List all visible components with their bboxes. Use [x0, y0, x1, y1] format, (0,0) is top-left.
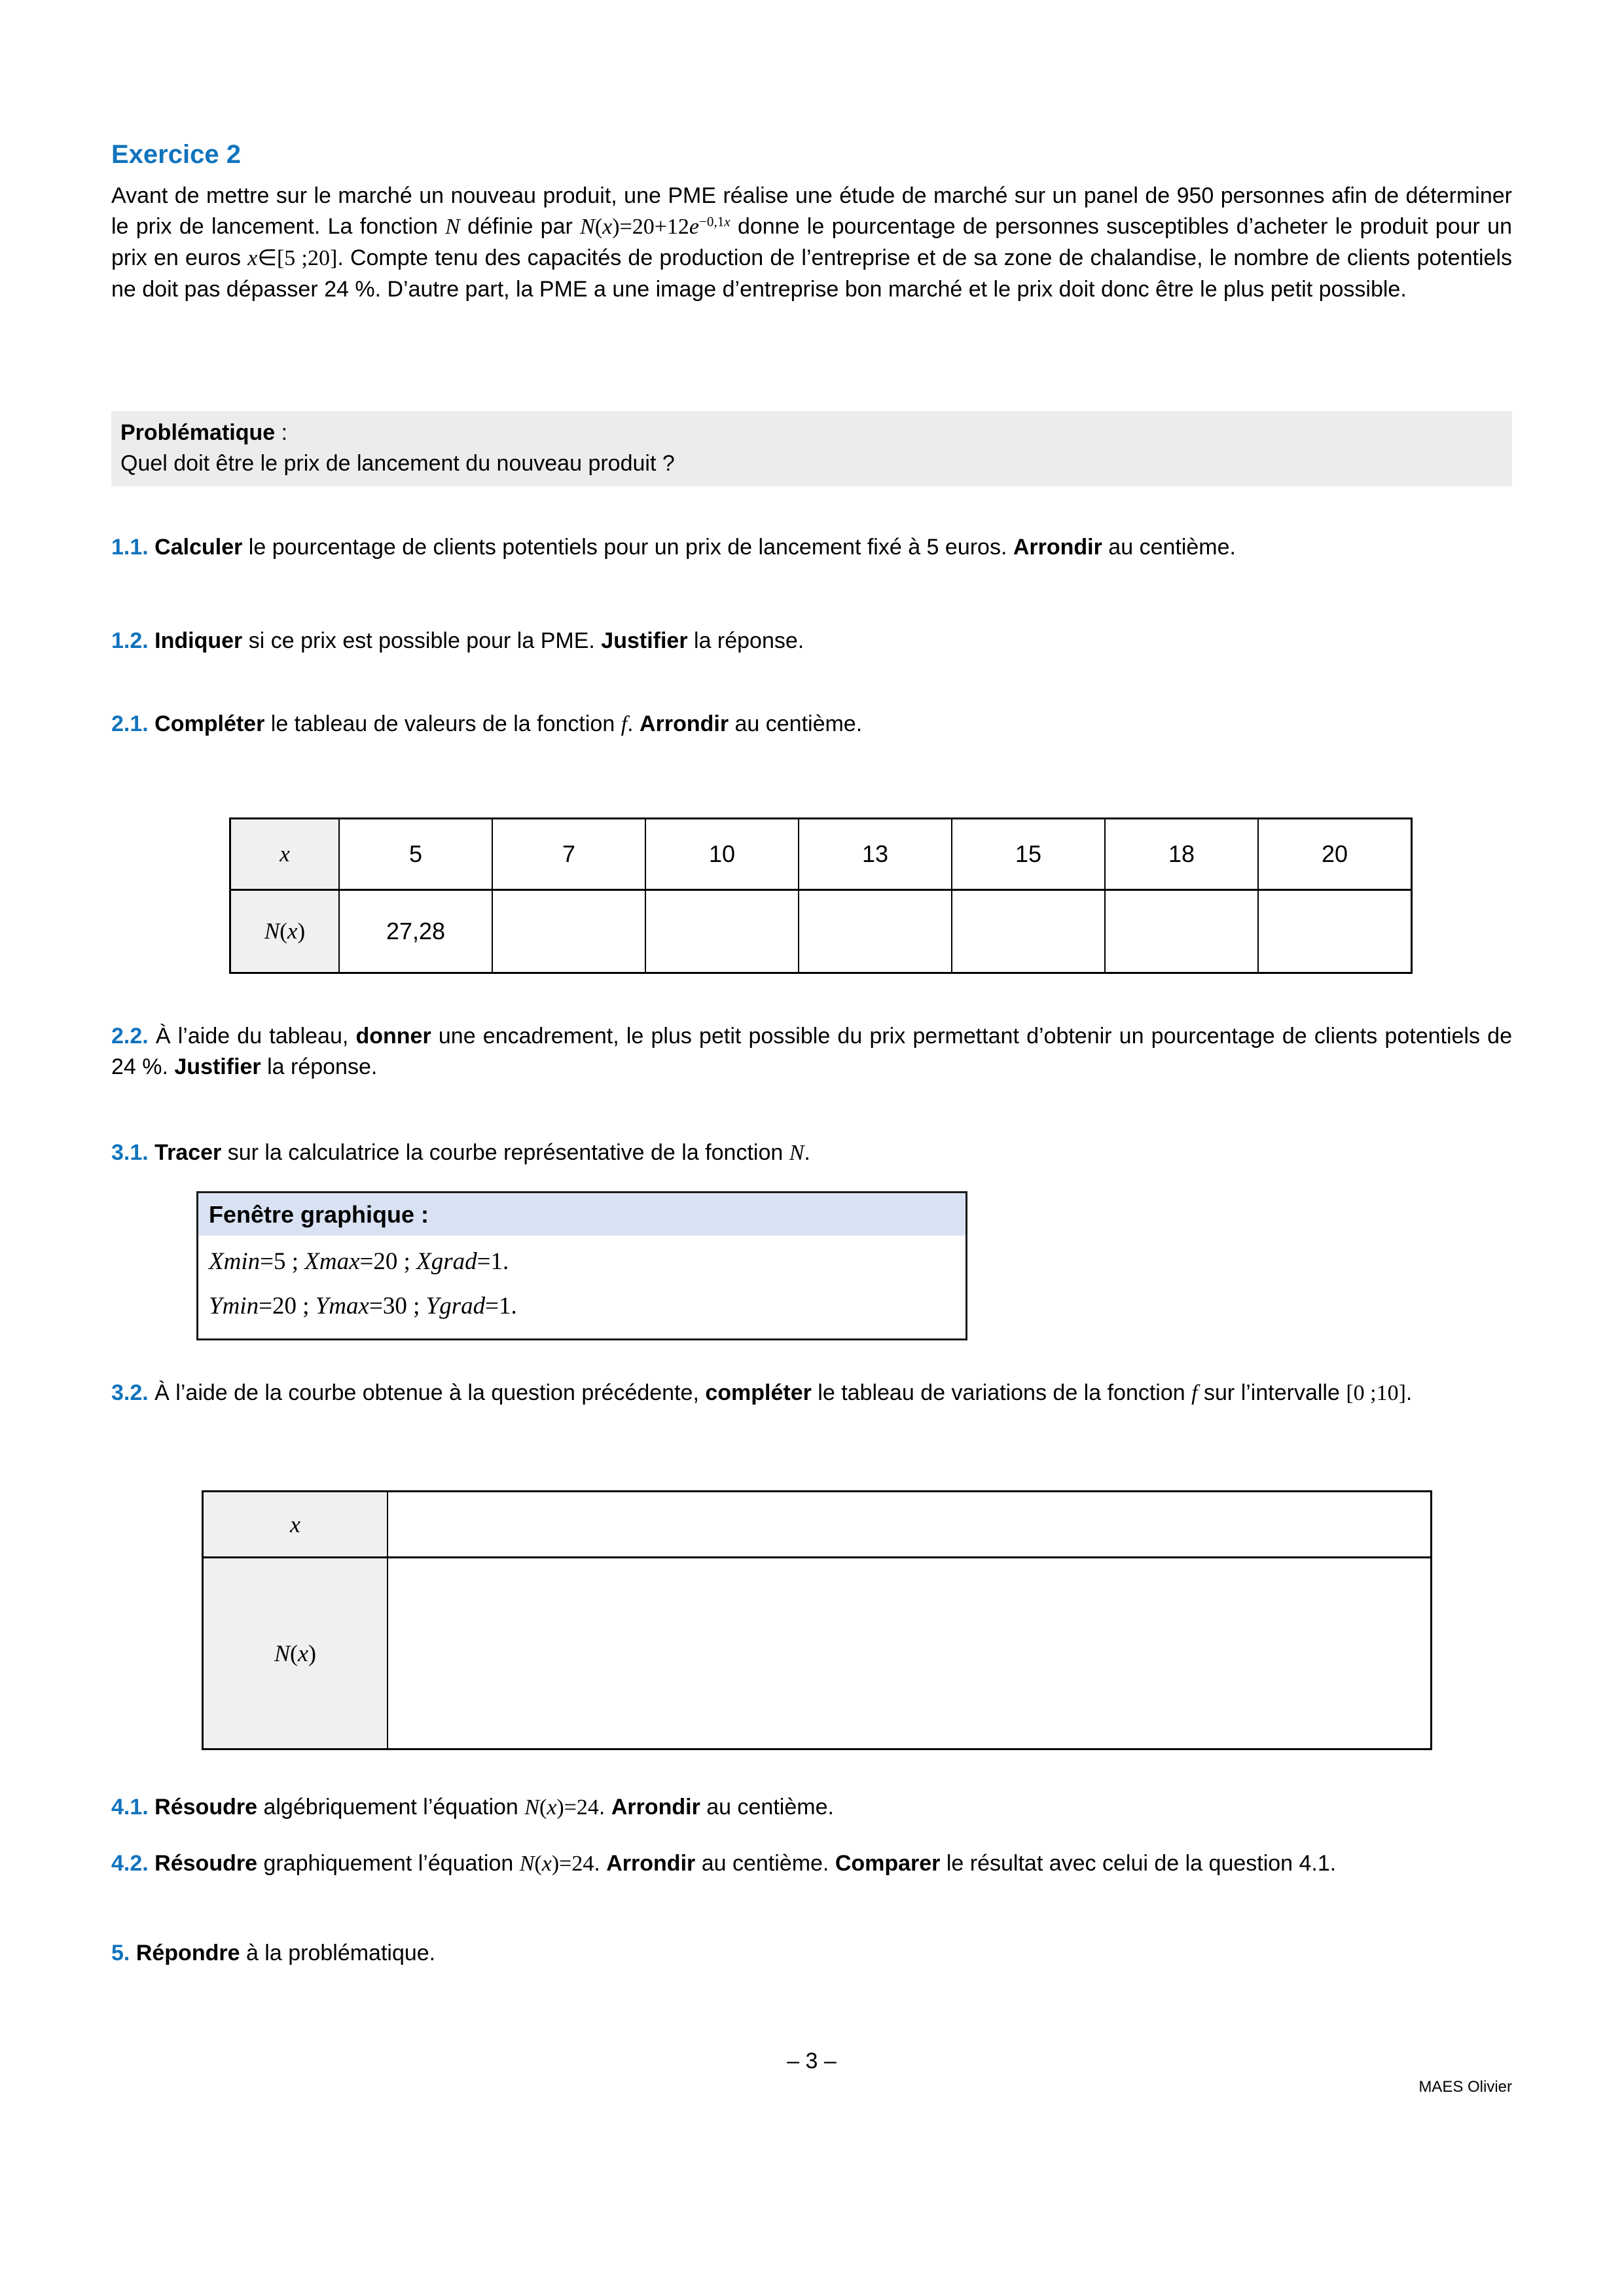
text-run: . [598, 1794, 611, 1820]
empty-cell [388, 1491, 1432, 1557]
text-run: Ygrad [425, 1293, 486, 1320]
graph-window-y-settings [209, 1284, 954, 1329]
text-run: N [445, 214, 460, 239]
text-run: ( [539, 1795, 547, 1820]
text-run: Justifier [601, 628, 688, 654]
text-run: Résoudre [154, 1850, 257, 1876]
nx-value-cell [492, 890, 645, 973]
text-run: À l’aide du tableau, [155, 1024, 356, 1049]
text-run: si ce prix est possible pour la PME. [242, 628, 602, 654]
text-run: Xmin [209, 1247, 261, 1275]
text-run: Indiquer [154, 628, 243, 654]
text-run: Compléter [154, 711, 265, 737]
text-run: ( [594, 214, 603, 239]
text-run: x [547, 1795, 557, 1820]
question-number: 5. [111, 1941, 136, 1966]
question-2-1 [111, 709, 1512, 740]
text-run: Xgrad [416, 1247, 477, 1275]
text-run: f [1191, 1380, 1198, 1405]
text-run: . Compte tenu des capacités de production de l’entreprise et de sa zone de chalandise, le nombre de clients potentiels ne doit pas dépasser 24 %. D’autre part, la PME a une image d’entreprise bon marché et le prix doit donc être le plus petit possible. [111, 245, 1512, 302]
text-run: )=24 [551, 1851, 594, 1876]
text-run: Arrondir [611, 1794, 700, 1820]
text-run: . [1405, 1380, 1413, 1405]
text-run: e [689, 214, 700, 239]
text-run: au centième. [695, 1850, 835, 1876]
problematique-title: Problématique [120, 420, 276, 445]
text-run: [0 ;10] [1346, 1380, 1406, 1405]
question-3-1 [111, 1138, 1512, 1169]
text-run: x [247, 245, 258, 270]
question-4-1 [111, 1792, 1512, 1823]
text-run: N [264, 918, 280, 944]
text-run: Justifier [174, 1054, 261, 1080]
text-run: . [627, 711, 640, 737]
text-run: Avant de mettre sur le marché un nouveau produit, une PME réalise une étude de marché sur un panel de 950 personnes afin de déterminer le prix de lancement. La fonction [111, 183, 1512, 239]
text-run: au centième. [729, 711, 863, 737]
x-value-cell: 10 [645, 819, 799, 890]
text-run: Arrondir [606, 1850, 696, 1876]
text-run: Tracer [154, 1139, 222, 1165]
text-run: compléter [705, 1380, 812, 1405]
nx-value-cell [645, 890, 799, 973]
question-1-1 [111, 532, 1512, 563]
text-run: ) [297, 918, 306, 944]
question-1-2 [111, 626, 1512, 656]
page-number: – 3 – [787, 2049, 837, 2074]
text-run: =1. [485, 1293, 517, 1320]
text-run: N [519, 1851, 535, 1876]
text-run: donne le pourcentage de personnes susceptibles d’acheter le produit pour un prix en euros [111, 213, 1512, 270]
intro-paragraph [111, 181, 1512, 305]
text-run: ) [308, 1640, 316, 1666]
problematique-colon: : [275, 420, 288, 445]
text-run: ( [534, 1851, 542, 1876]
text-run: Ymax [315, 1293, 369, 1320]
nx-value-cell [952, 890, 1105, 973]
text-run: Comparer [835, 1850, 941, 1876]
question-text [154, 1380, 1412, 1405]
text-run: N [789, 1140, 804, 1165]
x-value-cell: 18 [1105, 819, 1258, 890]
text-run: . [804, 1139, 810, 1165]
text-run: x [287, 918, 298, 944]
text-run: sur l’intervalle [1197, 1380, 1346, 1405]
text-run: Arrondir [640, 711, 729, 737]
text-run: le tableau de variations de la fonction [811, 1380, 1192, 1405]
text-run: à la problématique. [240, 1941, 436, 1966]
question-3-2 [111, 1378, 1512, 1409]
graph-window-body [198, 1236, 965, 1338]
question-text [154, 535, 1236, 560]
x-value-cell: 15 [952, 819, 1105, 890]
question-4-2 [111, 1848, 1512, 1880]
graph-window-x-settings [209, 1240, 954, 1284]
x-value-cell: 13 [799, 819, 952, 890]
question-text [136, 1941, 435, 1965]
text-run: Calculer [154, 535, 243, 560]
graph-window-title: Fenêtre graphique : [198, 1193, 965, 1236]
text-run: x [541, 1851, 552, 1876]
text-run: sur la calculatrice la courbe représentative de la fonction [221, 1139, 789, 1165]
text-run: x [298, 1640, 308, 1666]
text-run: au centième. [700, 1794, 834, 1820]
text-run: Arrondir [1013, 535, 1102, 560]
nx-label-cell [230, 890, 340, 973]
question-5 [111, 1938, 1512, 1969]
nx-value-cell: 27,28 [339, 890, 492, 973]
x-value-cell: 7 [492, 819, 645, 890]
problematique-title-line [120, 418, 1500, 448]
nx-label-cell [203, 1557, 388, 1749]
text-run: =30 ; [369, 1293, 426, 1320]
x-label-cell [203, 1491, 388, 1557]
text-run: À l’aide de la courbe obtenue à la question précédente, [154, 1380, 706, 1405]
page-content [0, 139, 1624, 2096]
author-name: MAES Olivier [1418, 2078, 1512, 2096]
text-run: =5 ; [260, 1247, 305, 1275]
text-run: )=20+12 [612, 214, 689, 239]
question-text [154, 711, 862, 736]
text-run: Ymin [209, 1293, 259, 1320]
text-run: =1. [477, 1247, 509, 1275]
text-run: une encadrement, le plus petit possible du prix permettant d’obtenir un pourcentage de clients potentiels de 24 %. [111, 1024, 1512, 1080]
question-number: 1.1. [111, 535, 155, 560]
graph-window-box [196, 1191, 967, 1340]
text-run: ( [290, 1640, 298, 1666]
text-run: =20 ; [359, 1247, 417, 1275]
question-text [154, 1140, 810, 1165]
question-number: 2.1. [111, 711, 155, 737]
question-text [154, 1851, 1336, 1876]
text-run: x [280, 841, 290, 867]
variation-table-nx-row [203, 1557, 1432, 1749]
text-run: . [594, 1850, 607, 1876]
question-number: 3.1. [111, 1139, 155, 1165]
text-run: donner [355, 1024, 431, 1049]
question-text [154, 1795, 834, 1820]
variation-table [202, 1490, 1432, 1750]
text-run: algébriquement l’équation [257, 1794, 525, 1820]
text-run: x [724, 213, 731, 230]
text-run: )=24 [556, 1795, 599, 1820]
question-number: 4.1. [111, 1794, 155, 1820]
x-value-cell: 5 [339, 819, 492, 890]
text-run: le pourcentage de clients potentiels pour un prix de lancement fixé à 5 euros. [242, 535, 1013, 560]
x-label-cell [230, 819, 340, 890]
values-table [229, 817, 1413, 974]
values-table-x-row [230, 819, 1412, 890]
text-run: le tableau de valeurs de la fonction [264, 711, 621, 737]
text-run: définie par [460, 213, 581, 239]
text-run: N [580, 214, 595, 239]
text-run: =20 ; [259, 1293, 316, 1320]
problematique-question: Quel doit être le prix de lancement du nouveau produit ? [120, 450, 675, 476]
text-run: N [524, 1795, 539, 1820]
text-run: la réponse. [687, 628, 804, 654]
text-run: f [621, 712, 628, 737]
text-run: Xmax [304, 1247, 360, 1275]
problematique-box [111, 411, 1512, 487]
text-run: x [602, 214, 613, 239]
nx-value-cell [799, 890, 952, 973]
text-run: x [290, 1511, 300, 1537]
text-run: le résultat avec celui de la question 4.1. [940, 1850, 1337, 1876]
text-run: ( [280, 918, 287, 944]
text-run: −0,1 [699, 213, 725, 230]
exercise-title: Exercice 2 [111, 140, 241, 169]
question-number: 3.2. [111, 1380, 155, 1405]
text-run: la réponse. [261, 1054, 378, 1080]
text-run: ∈[5 ;20] [257, 245, 338, 270]
x-value-cell: 20 [1258, 819, 1412, 890]
question-text [111, 1024, 1512, 1079]
question-2-2 [111, 1021, 1512, 1083]
question-text [154, 628, 804, 653]
text-run: Résoudre [154, 1794, 257, 1820]
text-run: Répondre [135, 1941, 240, 1966]
nx-value-cell [1258, 890, 1412, 973]
nx-value-cell [1105, 890, 1258, 973]
values-table-nx-row [230, 890, 1412, 973]
variation-table-x-row [203, 1491, 1432, 1557]
question-number: 4.2. [111, 1850, 155, 1876]
text-run: N [274, 1640, 291, 1666]
question-number: 1.2. [111, 628, 155, 654]
empty-cell [388, 1557, 1432, 1749]
question-number: 2.2. [111, 1024, 156, 1049]
text-run: au centième. [1102, 535, 1236, 560]
text-run: graphiquement l’équation [257, 1850, 520, 1876]
